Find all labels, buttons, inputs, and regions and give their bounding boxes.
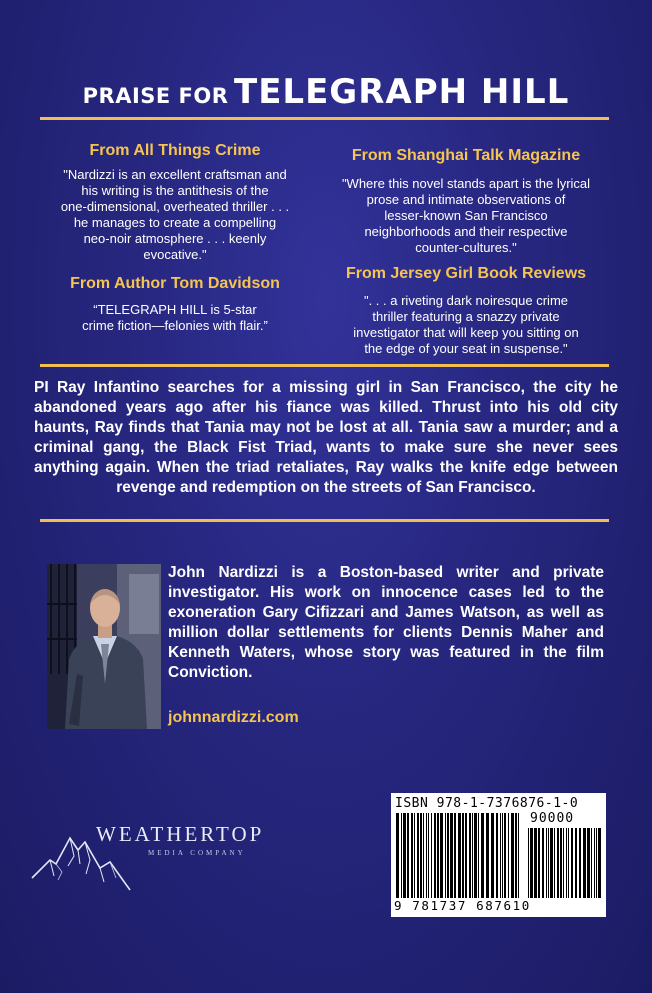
barcode-icon xyxy=(396,813,522,898)
review-source: From All Things Crime xyxy=(89,142,261,159)
price-code: 90000 xyxy=(530,811,575,826)
publisher-name: WEATHERTOP xyxy=(96,822,265,846)
review-quote xyxy=(318,293,614,357)
quote-line: neighborhoods and their respective xyxy=(364,224,568,239)
review-quote xyxy=(40,167,310,263)
author-bio: John Nardizzi is a Boston-based writer and private investigator. His work on innocence cases led to the exoneration Gary Cifizzari and James Watson, as well as million dollar settlements for clients Dennis Maher and Kenneth Waters, whose story was featured in the film Conviction. xyxy=(168,564,604,681)
quote-line: neo-noir atmosphere . . . keenly xyxy=(83,231,267,246)
author-website-link[interactable]: johnnardizzi.com xyxy=(168,709,299,726)
review-quote xyxy=(40,302,310,334)
publisher-subtitle: MEDIA COMPANY xyxy=(148,849,246,857)
quote-line: ". . . a riveting dark noiresque crime xyxy=(363,293,569,308)
reviews-divider xyxy=(40,364,609,367)
page-title xyxy=(0,72,652,112)
quote-line: one-dimensional, overheated thriller . . . xyxy=(60,199,290,214)
barcode-addon-icon xyxy=(528,828,602,898)
review-quote xyxy=(318,176,614,256)
barcode-digits: 9 781737 687610 xyxy=(394,898,531,913)
quote-line: investigator that will keep you sitting on xyxy=(353,325,579,340)
quote-line: lesser-known San Francisco xyxy=(384,208,548,223)
blurb-divider xyxy=(40,519,609,522)
review-source: From Author Tom Davidson xyxy=(70,275,280,292)
quote-line: the edge of your seat in suspense." xyxy=(364,341,568,356)
review-source: From Shanghai Talk Magazine xyxy=(351,147,581,164)
author-photo xyxy=(47,564,161,729)
quote-line: "Nardizzi is an excellent craftsman and xyxy=(63,167,287,182)
review-source: From Jersey Girl Book Reviews xyxy=(345,265,587,282)
isbn-number: ISBN 978-1-7376876-1-0 xyxy=(395,796,579,811)
title-divider xyxy=(40,117,609,120)
quote-line: evocative." xyxy=(143,247,207,262)
book-title: TELEGRAPH HILL xyxy=(234,72,570,112)
quote-line: crime fiction—felonies with flair.” xyxy=(82,318,268,333)
quote-line: his writing is the antithesis of the xyxy=(81,183,269,198)
quote-line: counter-cultures." xyxy=(415,240,517,255)
quote-line: he manages to create a compelling xyxy=(73,215,277,230)
book-blurb: PI Ray Infantino searches for a missing girl in San Francisco, the city he abandoned years ago after his fiance was killed. Thrust into his old city haunts, Ray finds that Tania may not be lost at all. Tania saw a murder; and a criminal gang, the Black Fist Triad, wants to make sure she never sees anything again. When the triad retaliates, Ray walks the knife edge between revenge and redemption on the streets of San Francisco. xyxy=(34,379,618,496)
title-prefix: PRAISE FOR xyxy=(82,84,229,108)
quote-line: prose and intimate observations of xyxy=(366,192,566,207)
quote-line: thriller featuring a snazzy private xyxy=(372,309,560,324)
quote-line: “TELEGRAPH HILL is 5-star xyxy=(93,302,257,317)
quote-line: "Where this novel stands apart is the lyrical xyxy=(341,176,591,191)
